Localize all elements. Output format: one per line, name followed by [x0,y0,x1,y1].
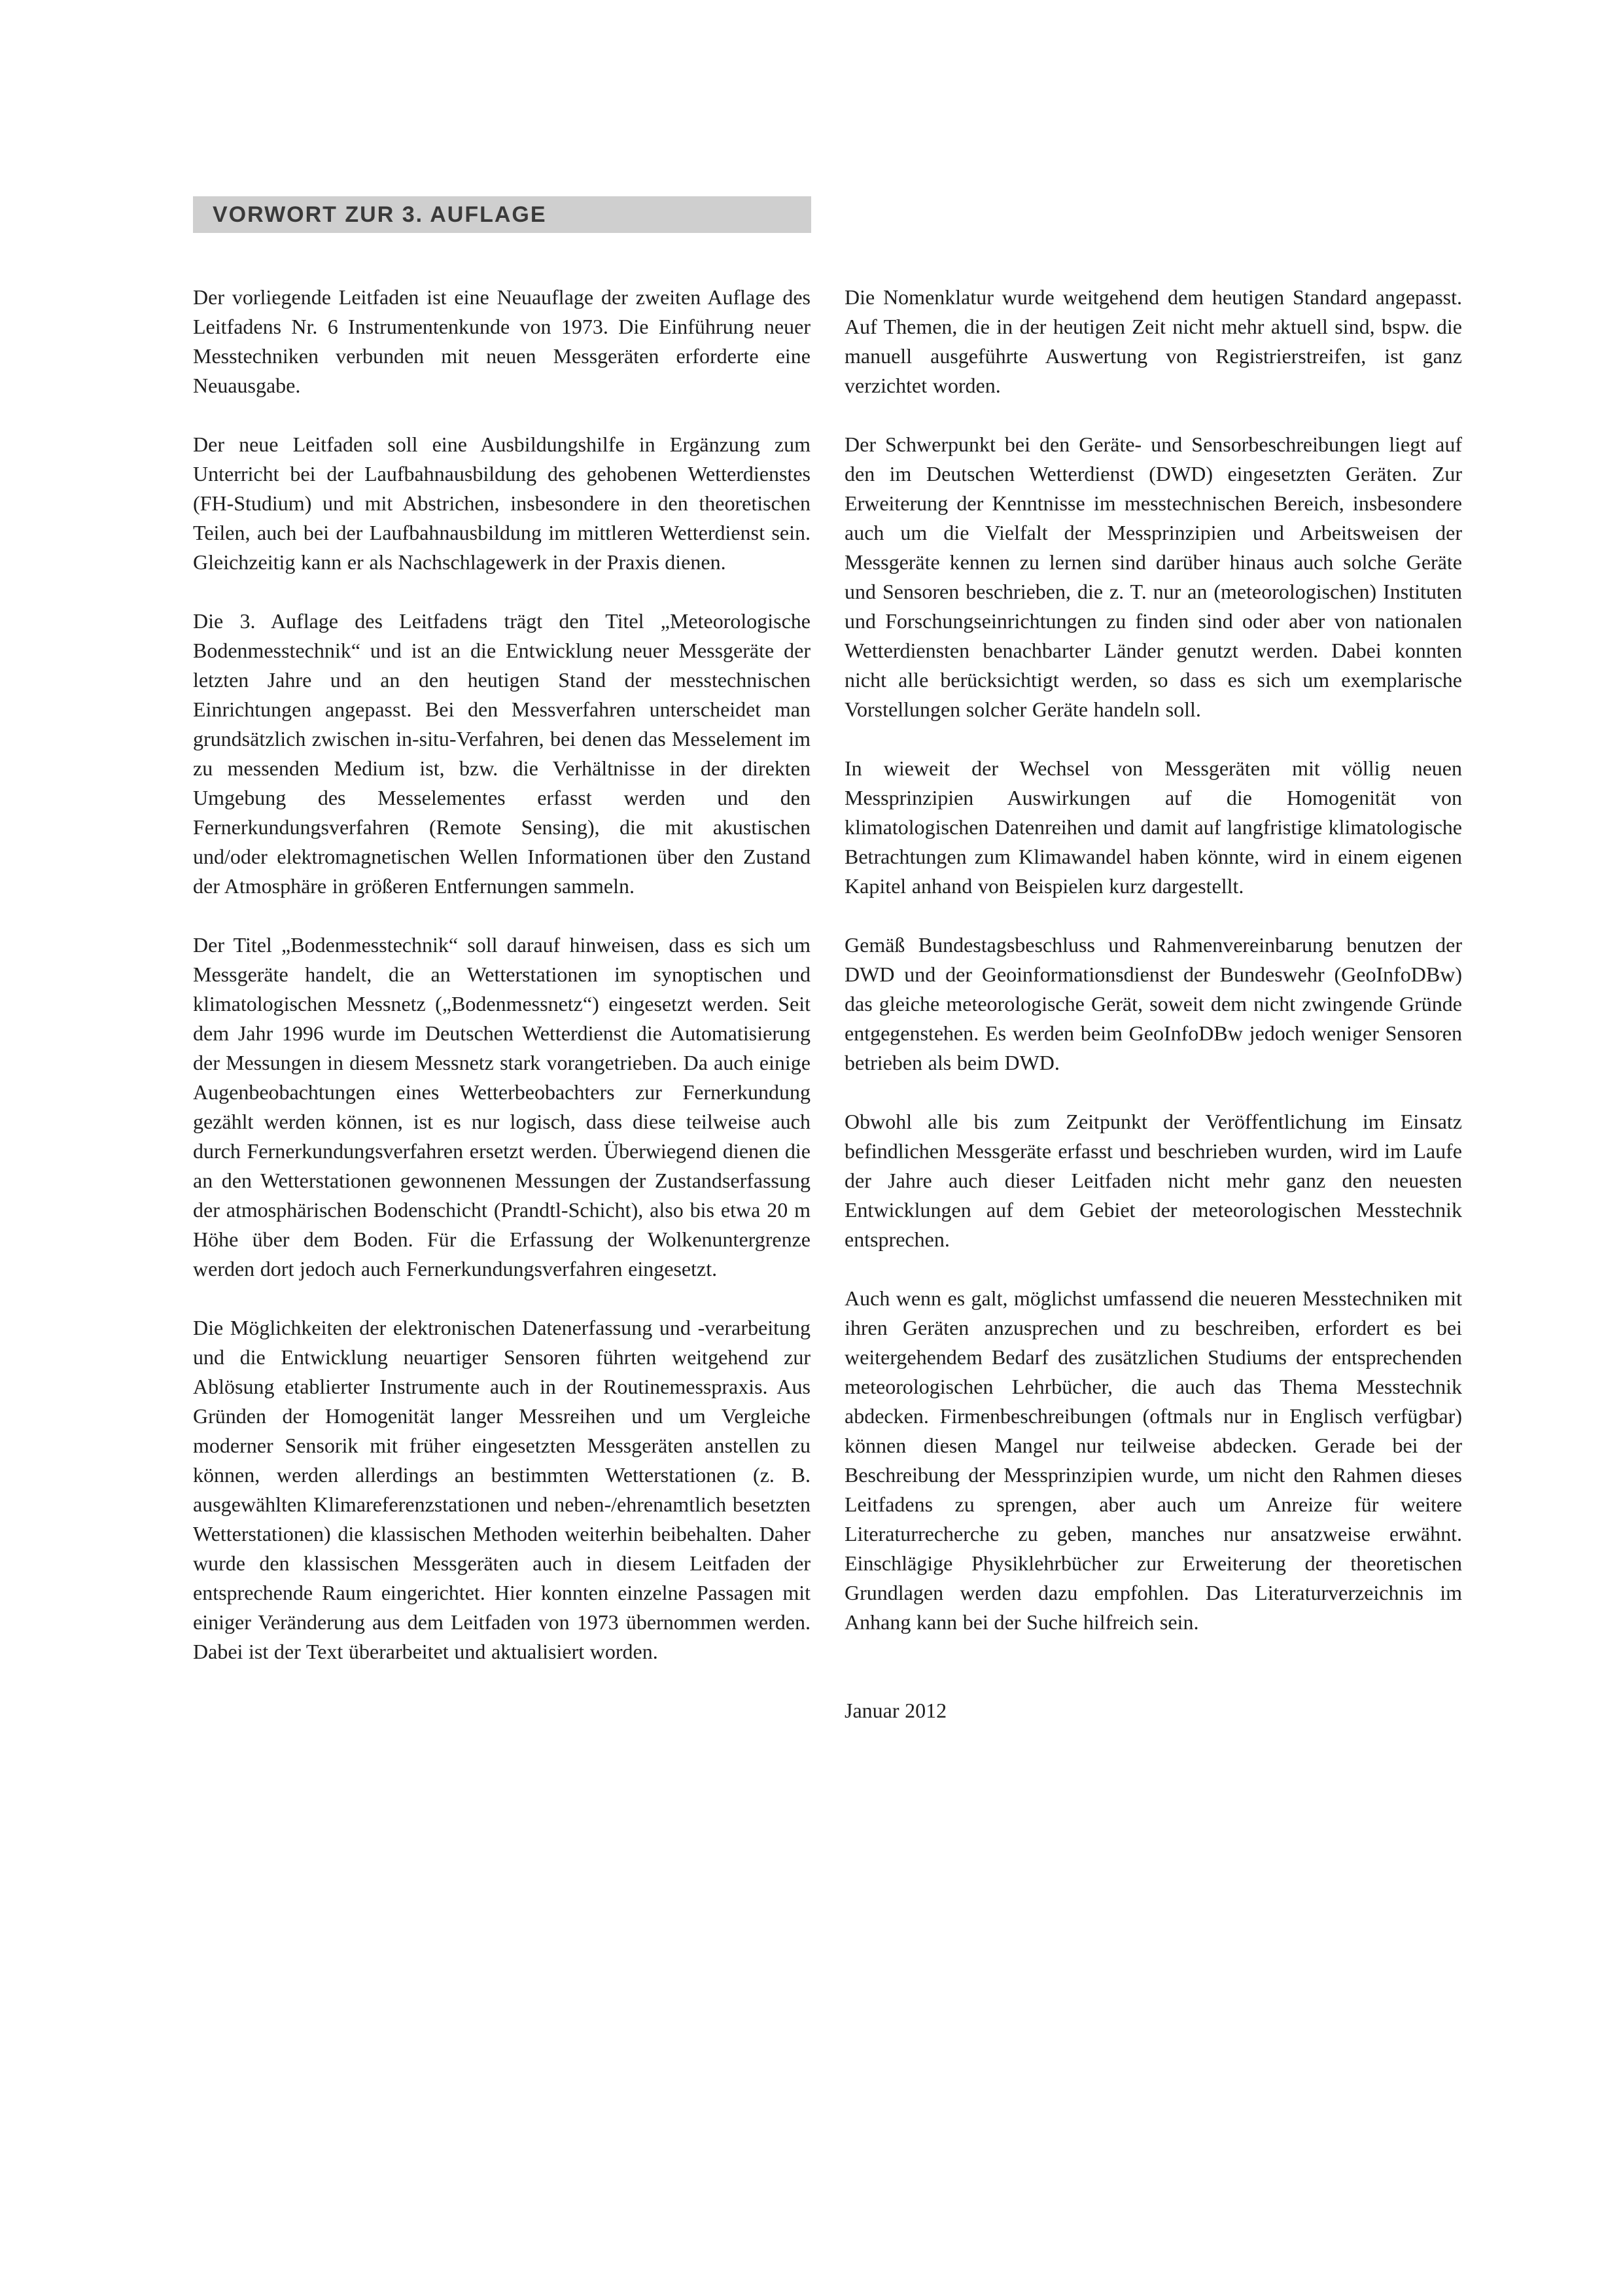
paragraph: Die 3. Auflage des Leitfadens trägt den Titel „Meteorologische Bodenmesstechnik“ und ist an die Entwicklung neuer Messgeräte der letzten Jahre und an den heutigen Stand der messtechnischen Einrichtungen angepasst. Bei den Messverfahren unterscheidet man grundsätzlich zwischen in-situ-Verfahren, bei denen das Messelement im zu messenden Medium ist, bzw. die Verhältnisse in der direkten Umgebung des Messelementes erfasst werden und den Fernerkundungsverfahren (Remote Sensing), die mit akustischen und/oder elektromagnetischen Wellen Informationen über den Zustand der Atmosphäre in größeren Entfernungen sammeln. [193,609,811,898]
paragraph: Obwohl alle bis zum Zeitpunkt der Veröffentlichung im Einsatz befindlichen Messgeräte erfasst und beschrieben wurden, wird im Laufe der Jahre auch dieser Leitfaden nicht mehr ganz den neuesten Entwicklungen auf dem Gebiet der meteorologischen Messtechnik entsprechen. [845,1110,1462,1251]
paragraph: In wieweit der Wechsel von Messgeräten mit völlig neuen Messprinzipien Auswirkungen auf die Homogenität von klimatologischen Datenreihen und damit auf langfristige klimatologische Betrachtungen zum Klimawandel haben könnte, wird in einem eigenen Kapitel anhand von Beispielen kurz dargestellt. [845,756,1462,898]
paragraph: Der vorliegende Leitfaden ist eine Neuauflage der zweiten Auflage des Leitfadens Nr. 6 Instrumentenkunde von 1973. Die Einführung neuer Messtechniken verbunden mit neuen Messgeräten erforderte eine Neuausgabe. [193,285,811,397]
date-line: Januar 2012 [845,1699,947,1722]
section-header-bar [193,196,811,233]
section-title: VORWORT ZUR 3. AUFLAGE [213,202,547,227]
paragraph: Der neue Leitfaden soll eine Ausbildungshilfe in Ergänzung zum Unterricht bei der Laufbahnausbildung des gehobenen Wetterdienstes (FH-Studium) und mit Abstrichen, insbesondere in den theoretischen Teilen, auch bei der Laufbahnausbildung im mittleren Wetterdienst sein. Gleichzeitig kann er als Nachschlagewerk in der Praxis dienen. [193,433,811,574]
paragraph: Der Titel „Bodenmesstechnik“ soll darauf hinweisen, dass es sich um Messgeräte handelt, die an Wetterstationen im synoptischen und klimatologischen Messnetz („Bodenmessnetz“) eingesetzt werden. Seit dem Jahr 1996 wurde im Deutschen Wetterdienst die Automatisierung der Messungen in diesem Messnetz stark vorangetrieben. Da auch einige Augenbeobachtungen eines Wetterbeobachters zur Fernerkundung gezählt werden können, ist es nur logisch, dass diese teilweise auch durch Fernerkundungsverfahren ersetzt werden. Überwiegend dienen die an den Wetterstationen gewonnenen Messungen der Zustandserfassung der atmosphärischen Bodenschicht (Prandtl-Schicht), also bis etwa 20 m Höhe über dem Boden. Für die Erfassung der Wolkenuntergrenze werden dort jedoch auch Fernerkundungsverfahren eingesetzt. [193,933,811,1280]
paragraph: Auch wenn es galt, möglichst umfassend die neueren Messtechniken mit ihren Geräten anzusprechen und zu beschreiben, erfordert es bei weitergehendem Bedarf des zusätzlichen Studiums der entsprechenden meteorologischen Lehrbücher, die auch das Thema Messtechnik abdecken. Firmenbeschreibungen (oftmals nur in Englisch verfügbar) können diesen Mangel nur teilweise abdecken. Gerade bei der Beschreibung der Messprinzipien wurde, um nicht den Rahmen dieses Leitfadens zu sprengen, aber auch um Anreize für weitere Literaturrecherche zu geben, manches nur ansatzweise erwähnt. Einschlägige Physiklehrbücher zur Erweiterung der theoretischen Grundlagen werden dazu empfohlen. Das Literaturverzeichnis im Anhang kann bei der Suche hilfreich sein. [845,1286,1462,1634]
paragraph: Gemäß Bundestagsbeschluss und Rahmenvereinbarung benutzen der DWD und der Geoinformationsdienst der Bundeswehr (GeoInfoDBw) das gleiche meteorologische Gerät, soweit dem nicht zwingende Gründe entgegenstehen. Es werden beim GeoInfoDBw jedoch weniger Sensoren betrieben als beim DWD. [845,933,1462,1074]
right-column [845,283,1462,1755]
text-columns [193,283,1462,1755]
paragraph: Die Möglichkeiten der elektronischen Datenerfassung und -verarbeitung und die Entwicklung neuartiger Sensoren führten weitgehend zur Ablösung etablierter Instrumente auch in der Routinemesspraxis. Aus Gründen der Homogenität langer Messreihen und um Vergleiche moderner Sensorik mit früher eingesetzten Messgeräten anstellen zu können, werden allerdings an bestimmten Wetterstationen (z. B. ausgewählten Klimareferenzstationen und neben-/ehrenamtlich besetzten Wetterstationen) die klassischen Methoden weiterhin beibehalten. Daher wurde den klassischen Messgeräten auch in diesem Leitfaden der entsprechende Raum eingerichtet. Hier konnten einzelne Passagen mit einiger Veränderung aus dem Leitfaden von 1973 übernommen werden. Dabei ist der Text überarbeitet und aktualisiert worden. [193,1316,811,1663]
paragraph: Der Schwerpunkt bei den Geräte- und Sensorbeschreibungen liegt auf den im Deutschen Wetterdienst (DWD) eingesetzten Geräten. Zur Erweiterung der Kenntnisse im messtechnischen Bereich, insbesondere auch um die Vielfalt der Messprinzipien und Arbeitsweisen der Messgeräte kennen zu lernen sind darüber hinaus auch solche Geräte und Sensoren beschrieben, die z. T. nur an (meteorologischen) Instituten und Forschungseinrichtungen zu finden sind oder aber von nationalen Wetterdiensten benachbarter Länder genutzt werden. Dabei konnten nicht alle berücksichtigt werden, so dass es sich um exemplarische Vorstellungen solcher Geräte handeln soll. [845,433,1462,721]
left-column [193,283,811,1755]
paragraph: Die Nomenklatur wurde weitgehend dem heutigen Standard angepasst. Auf Themen, die in der heutigen Zeit nicht mehr aktuell sind, bspw. die manuell ausgeführte Auswertung von Registrierstreifen, ist ganz verzichtet worden. [845,285,1462,397]
